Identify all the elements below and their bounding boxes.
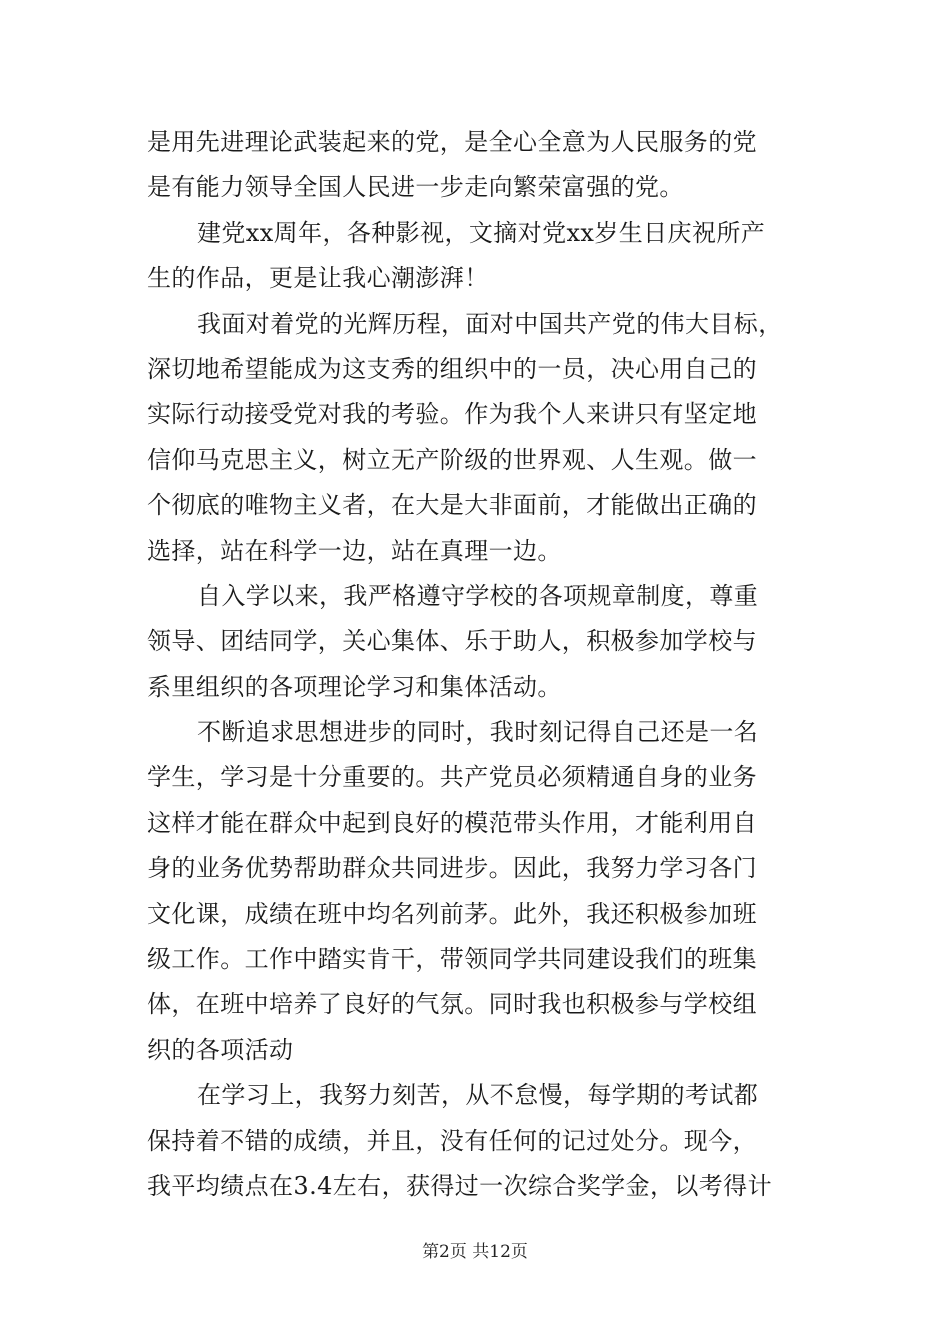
text-line: 领导、团结同学，关心集体、乐于助人，积极参加学校与 bbox=[147, 627, 757, 656]
paragraph-first-line: 自入学以来，我严格遵守学校的各项规章制度，尊重 bbox=[197, 581, 759, 610]
text-line: 学生，学习是十分重要的。共产党员必须精通自身的业务 bbox=[147, 763, 757, 792]
text-line: 选择，站在科学一边，站在真理一边。 bbox=[147, 536, 562, 565]
text-line: 信仰马克思主义，树立无产阶级的世界观、人生观。做一 bbox=[147, 445, 757, 474]
text-line: 系里组织的各项理论学习和集体活动。 bbox=[147, 672, 562, 701]
paragraph-first-line: 我面对着党的光辉历程，面对中国共产党的伟大目标， bbox=[197, 309, 783, 338]
text-line: 体，在班中培养了良好的气氛。同时我也积极参与学校组 bbox=[147, 990, 757, 1019]
text-line: 文化课，成绩在班中均名列前茅。此外，我还积极参加班 bbox=[147, 899, 757, 928]
paragraph-first-line: 不断追求思想进步的同时，我时刻记得自己还是一名 bbox=[197, 718, 759, 747]
text-line: 是有能力领导全国人民进一步走向繁荣富强的党。 bbox=[147, 173, 684, 202]
text-line: 织的各项活动 bbox=[147, 1035, 294, 1064]
text-line: 身的业务优势帮助群众共同进步。因此，我努力学习各门 bbox=[147, 854, 757, 883]
text-line: 深切地希望能成为这支秀的组织中的一员，决心用自己的 bbox=[147, 354, 757, 383]
text-line: 生的作品，更是让我心潮澎湃！ bbox=[147, 264, 489, 293]
page-number-footer: 第2页 共12页 bbox=[422, 1242, 528, 1262]
text-line: 个彻底的唯物主义者，在大是大非面前，才能做出正确的 bbox=[147, 491, 757, 520]
document-body bbox=[147, 120, 812, 1209]
text-line: 我平均绩点在3.4左右，获得过一次综合奖学金，以考得计 bbox=[147, 1171, 772, 1200]
text-line: 保持着不错的成绩，并且，没有任何的记过处分。现今， bbox=[147, 1126, 757, 1155]
text-line: 级工作。工作中踏实肯干，带领同学共同建设我们的班集 bbox=[147, 945, 757, 974]
text-line: 这样才能在群众中起到良好的模范带头作用，才能利用自 bbox=[147, 808, 757, 837]
paragraph-first-line: 建党xx周年，各种影视，文摘对党xx岁生日庆祝所产 bbox=[197, 218, 766, 247]
text-line: 实际行动接受党对我的考验。作为我个人来讲只有坚定地 bbox=[147, 400, 757, 429]
text-line: 是用先进理论武装起来的党，是全心全意为人民服务的党 bbox=[147, 128, 757, 156]
paragraph-first-line: 在学习上，我努力刻苦，从不怠慢，每学期的考试都 bbox=[197, 1081, 759, 1110]
